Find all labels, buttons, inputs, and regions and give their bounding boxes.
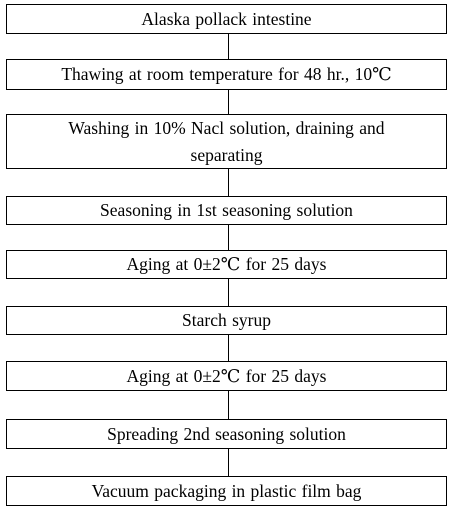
step-box-3 <box>6 114 447 169</box>
step-box-8 <box>6 419 447 449</box>
connector-line <box>228 224 229 250</box>
step-box-2 <box>6 59 447 90</box>
step-label: Washing in 10% Nacl solution, draining and separating <box>68 117 385 165</box>
step-label: Aging at 0±2℃ for 25 days <box>126 254 327 274</box>
connector-line <box>228 334 229 361</box>
connector-line <box>228 32 229 59</box>
step-box-5 <box>6 250 447 279</box>
step-label: Aging at 0±2℃ for 25 days <box>126 365 327 386</box>
connector-line <box>228 89 229 114</box>
step-label: Starch syrup <box>182 310 271 330</box>
step-box-1 <box>6 4 447 34</box>
step-label: Thawing at room temperature for 48 hr., 10℃ <box>61 64 392 84</box>
connector-line <box>228 168 229 196</box>
step-label: Seasoning in 1st seasoning solution <box>100 200 353 220</box>
step-box-6 <box>6 306 447 335</box>
step-label: Vacuum packaging in plastic film bag <box>91 480 362 501</box>
step-label: Spreading 2nd seasoning solution <box>107 423 346 444</box>
connector-line <box>228 278 229 306</box>
step-box-7 <box>6 361 447 391</box>
connector-line <box>228 448 229 476</box>
step-label: Alaska pollack intestine <box>141 8 312 29</box>
connector-line <box>228 390 229 419</box>
step-box-4 <box>6 196 447 225</box>
step-box-9 <box>6 476 447 506</box>
